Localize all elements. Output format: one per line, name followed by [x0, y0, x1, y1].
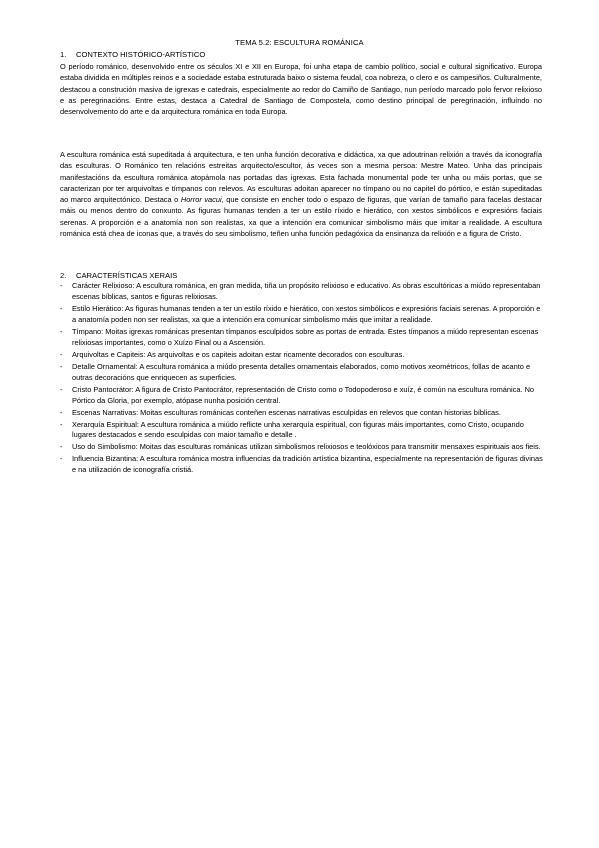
bullet-dash: -	[60, 407, 63, 417]
bullet-dash: -	[60, 419, 63, 429]
section-2-title: CARACTERÍSTICAS XERAIS	[76, 271, 178, 280]
list-item	[60, 281, 544, 303]
bullet-dash: -	[60, 384, 63, 394]
list-item	[60, 362, 544, 384]
list-item-text: Detalle Ornamental: A escultura románica a miúdo presenta detalles ornamentais elaborados, como motivos xeométricos, follas de acanto e outras decoracións que enriquecen as superficies.	[72, 361, 531, 382]
bullet-dash: -	[60, 281, 63, 290]
section-2-number: 2.	[60, 271, 67, 280]
list-item-text: Uso do Simbolismo: Moitas das esculturas románicas utilizan simbolismos relixiosos e teolóxicos para transmitir mensaxes espirituais aos fieis.	[72, 442, 541, 452]
list-item	[60, 454, 544, 476]
bullet-dash: -	[60, 349, 63, 359]
list-item-text: Estilo Hierático: As figuras humanas tenden a ter un estilo ríxido e hierático, con xestos simbólicos e expresións faciais serenas. A proporción e a anatomía poden non ser realistas, xa que a intención era comunicar simbolismo máis que imitar a realidade.	[72, 303, 541, 324]
paragraph-2-text-start: A escultura románica está supeditada á arquitectura, e ten unha función decorativa e didáctica, xa que adoutrinan relixión a través da iconografía das esculturas. O Románico ten relacións estreitas arquitecto/escultor, ás veces son a mesma persoa: Mestre Mateo. Unha das principais manifestacións da escultura románica atopámola nas portadas das igrexas. Esta fachada monumental pode ter unha ou máis portas, que se caracterizan por ter arquivoltas e tímpanos con relevos. As esculturas adoitan aparecer no tímpano ou no capitel do pórtico, e están supeditadas ao marco arquitectónico. Destaca o	[60, 150, 542, 205]
section-1-title: CONTEXTO HISTÓRICO-ARTÍSTICO	[76, 50, 206, 59]
list-item-text: Xerarquía Espiritual: A escultura románica a miúdo reflicte unha xerarquía espiritual, con figuras máis importantes, como Cristo, ocupando lugares destacados e sendo esculpidas con maior tamaño e detalle .	[72, 419, 524, 440]
bullet-dash: -	[60, 326, 63, 336]
list-item	[60, 304, 544, 326]
document-title: TEMA 5.2: ESCULTURA ROMÁNICA	[235, 38, 364, 47]
list-item-text: Arquivoltas e Capiteis: As arquivoltas e os capiteis adoitan estar ricamente decorados con esculturas.	[72, 349, 405, 359]
characteristics-list	[60, 281, 544, 477]
horror-vacui-term: Horror vacui	[180, 195, 222, 205]
section-1-number: 1.	[60, 50, 67, 59]
section-1-heading	[60, 50, 205, 59]
list-item	[60, 442, 544, 453]
list-item	[60, 385, 544, 407]
list-item-text: Influencia Bizantina: A escultura románica mostra influencias da tradición artística bizantina, especialmente na representación de figuras divinas e na utilización de iconografía cristiá.	[72, 454, 543, 475]
list-item-text: Cristo Pantocrátor: A figura de Cristo Pantocrátor, representación de Cristo como o Todopoderoso e xuíz, é común na escultura románica. No Pórtico da Gloria, por exemplo, atópase nunha posición central.	[72, 384, 535, 405]
list-item	[60, 327, 544, 349]
context-paragraph-1: O período románico, desenvolvido entre os séculos XI e XII en Europa, foi unha etapa de cambio político, social e cultural significativo. Europa estaba dividida en múltiples reinos e a sociedade estaba estruturada baixo o sistema feudal, coa nobreza, o clero e os campesiños. Culturalmente, destacou a construción masiva de igrexas e catedrais, especialmente ao redor do Camiño de Santiago, nun período marcado polo fervor relixioso e as peregrinacións. Entre estas, destaca a Catedral de Santiago de Compostela, como destino principal de peregrinación, influíndo no desenvolvemento do arte e da arquitectura románica en toda Europa.	[60, 62, 542, 117]
list-item-text: Carácter Relixioso: A escultura románica, en gran medida, tiña un propósito relixioso e educativo. As obras escultóricas a miúdo representaban escenas bíblicas, santos e figuras relixiosas.	[72, 281, 541, 301]
context-paragraph-2	[60, 149, 542, 239]
section-2-heading	[60, 271, 177, 280]
list-item-text: Tímpano: Moitas igrexas románicas presentan tímpanos esculpidos sobre as portas de entrada. Estes tímpanos a miúdo representan escenas relixiosas importantes, como o Xuízo Final ou a Ascensión.	[72, 326, 539, 347]
list-item-text: Escenas Narrativas: Moitas esculturas románicas conteñen escenas narrativas esculpidas en relevos que contan historias bíblicas.	[72, 407, 501, 417]
bullet-dash: -	[60, 454, 63, 464]
list-item	[60, 408, 544, 419]
bullet-dash: -	[60, 442, 63, 452]
paragraph-2-text-end: , que consiste en encher todo o espazo de figuras, que varían de tamaño para facelas destacar máis ou menos dentro do conxunto. As figuras humanas tenden a ter un estilo ríxido e hierático, con xestos simbólicos e expresións faciais serenas. A proporción e a anatomía non son realistas, xa que a intención era comunicar simbolismo máis que imitar a realidade. A escultura románica está chea de iconas que, a través do seu simbolismo, teñen unha función pedagóxica da ensinanza da relixión e a figura de Cristo.	[60, 195, 543, 239]
bullet-dash: -	[60, 303, 63, 313]
bullet-dash: -	[60, 361, 63, 371]
list-item	[60, 420, 544, 442]
list-item	[60, 350, 544, 361]
